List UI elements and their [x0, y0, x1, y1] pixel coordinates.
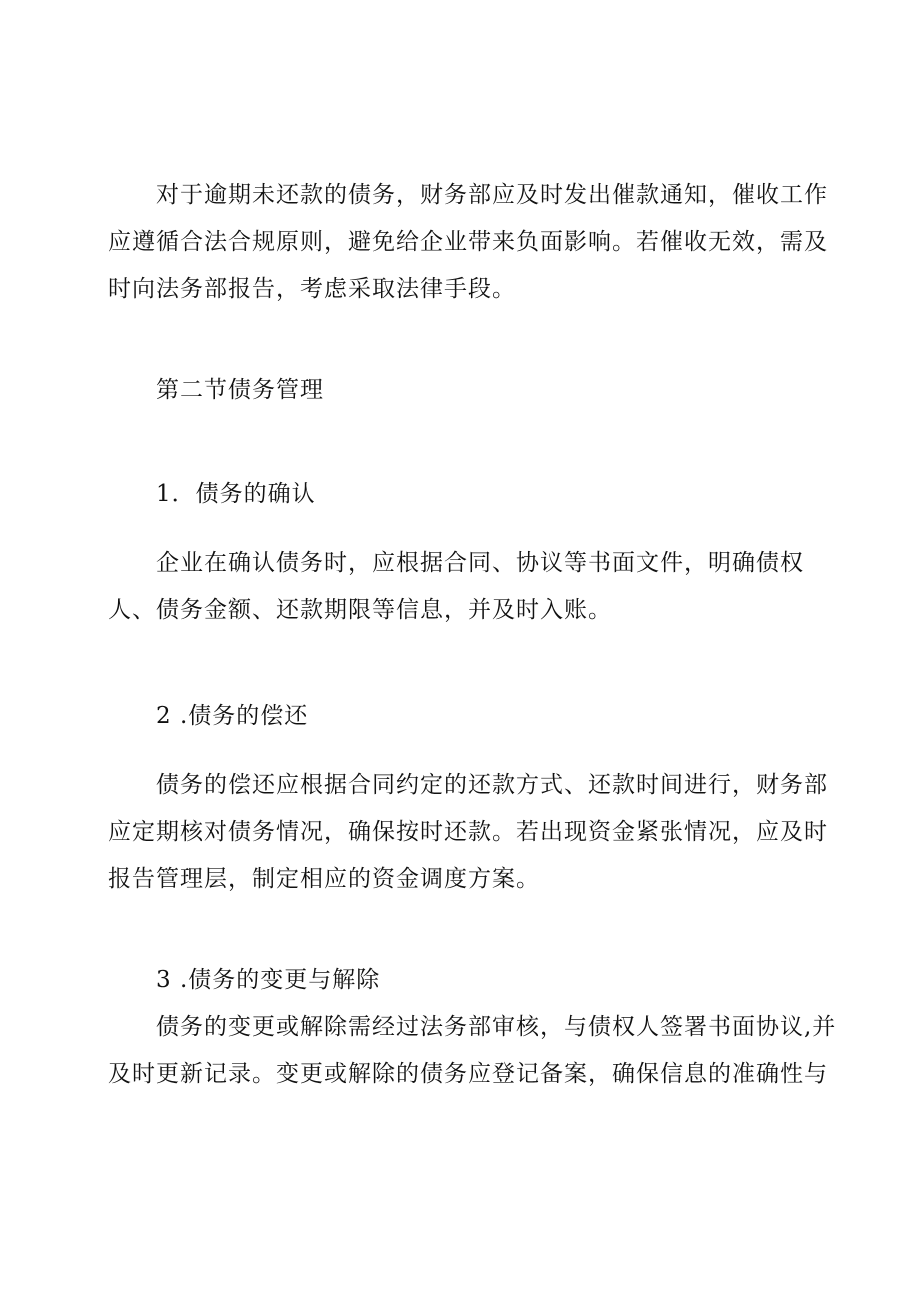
paragraph-line: 及时更新记录。变更或解除的债务应登记备案，确保信息的准确性与 — [108, 1061, 828, 1087]
section-title: 第二节债务管理 — [156, 377, 324, 403]
paragraph-line: 债务的变更或解除需经过法务部审核，与债权人签署书面协议,并 — [156, 1014, 837, 1040]
paragraph-line: 报告管理层，制定相应的资金调度方案。 — [108, 866, 540, 892]
item-3-heading: 3 .债务的变更与解除 — [156, 967, 381, 993]
item-3-paragraph — [108, 1004, 837, 1098]
item-2-paragraph — [108, 762, 828, 903]
paragraph-line: 应遵循合法合规原则，避免给企业带来负面影响。若催收无效，需及 — [108, 229, 828, 255]
paragraph-line: 对于逾期未还款的债务，财务部应及时发出催款通知，催收工作 — [156, 182, 828, 208]
paragraph-overdue-debt — [108, 172, 828, 313]
paragraph-line: 企业在确认债务时，应根据合同、协议等书面文件，明确债权 — [156, 550, 804, 576]
item-1-heading: 1．债务的确认 — [156, 481, 316, 507]
item-1-paragraph — [108, 540, 808, 634]
paragraph-line: 人、债务金额、还款期限等信息，并及时入账。 — [108, 597, 612, 623]
paragraph-line: 时向法务部报告，考虑采取法律手段。 — [108, 276, 516, 302]
item-2-heading: 2 .债务的偿还 — [156, 703, 309, 729]
paragraph-line: 债务的偿还应根据合同约定的还款方式、还款时间进行，财务部 — [156, 772, 828, 798]
paragraph-line: 应定期核对债务情况，确保按时还款。若出现资金紧张情况，应及时 — [108, 819, 828, 845]
